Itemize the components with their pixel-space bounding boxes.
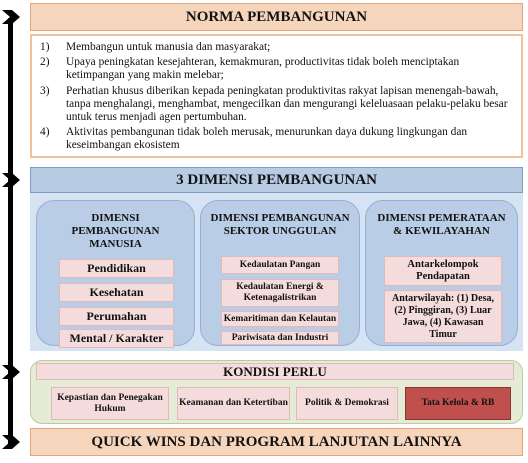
three-dimensions-header: 3 DIMENSI PEMBANGUNAN — [30, 167, 523, 193]
norma-number: 4) — [40, 126, 50, 139]
norma-number: 3) — [40, 84, 50, 97]
dimension-item: Perumahan — [59, 307, 174, 326]
norma-number: 1) — [40, 41, 50, 53]
dimensions-area — [30, 193, 523, 351]
norma-number: 2) — [40, 56, 50, 69]
dimension-item: Antarkelompok Pendapatan — [384, 256, 502, 286]
dimension-item: Pendidikan — [59, 259, 174, 278]
norma-text: Membangun untuk manusia dan masyarakat; — [66, 41, 271, 53]
chevron-right-icon — [2, 10, 26, 24]
dimension-card-pemerataan — [365, 200, 518, 346]
dimension-card-manusia — [36, 200, 195, 346]
kondisi-item-highlight: Tata Kelola & RB — [405, 387, 511, 420]
flow-spine — [8, 18, 13, 444]
dimension-item: Kedaulatan Pangan — [221, 256, 339, 274]
norma-item — [40, 56, 513, 82]
norma-item — [40, 85, 513, 125]
dimension-item: Kedaulatan Energi & Ketenagalistrikan — [221, 279, 339, 307]
dimension-card-sektor-unggulan — [200, 200, 360, 346]
norma-item — [40, 41, 513, 54]
chevron-right-icon — [2, 173, 26, 187]
norma-text: Upaya peningkatan kesejahteran, kemakmuran, productivitas tidak boleh menciptakan ketimpangan yang makin melebar; — [66, 56, 460, 82]
dimension-item: Mental / Karakter — [59, 329, 174, 348]
kondisi-item: Politik & Demokrasi — [296, 387, 398, 420]
norma-header: NORMA PEMBANGUNAN — [30, 3, 523, 31]
dimension-title: DIMENSI PEMBANGUNAN MANUSIA — [71, 212, 160, 250]
quick-wins-header: QUICK WINS DAN PROGRAM LANJUTAN LAINNYA — [30, 428, 523, 456]
dimension-title: DIMENSI PEMERATAAN & KEWILAYAHAN — [377, 212, 506, 237]
kondisi-title: KONDISI PERLU — [36, 363, 514, 380]
dimension-item: Pariwisata dan Industri — [221, 331, 339, 345]
chevron-right-icon — [2, 435, 26, 449]
norma-text: Aktivitas pembangunan tidak boleh merusak, menurunkan daya dukung lingkungan dan keseimbangan ekosistem — [66, 126, 468, 152]
norma-item — [40, 126, 513, 152]
dimension-item: Kemaritiman dan Kelautan — [221, 311, 339, 327]
dimension-item: Kesehatan — [59, 283, 174, 302]
dimension-item: Antarwilayah: (1) Desa, (2) Pinggiran, (3) Luar Jawa, (4) Kawasan Timur — [384, 290, 502, 343]
chevron-right-icon — [2, 365, 26, 379]
norma-text: Perhatian khusus diberikan kepada peningkatan produktivitas rakyat lapisan menengah-bawah, tanpa menghalangi, menghambat, mengecilkan dan mengurangi keleluasaan pelaku-pelaku besar untuk terus menjadi agen pertumbuhan. — [66, 84, 508, 124]
dimension-title: DIMENSI PEMBANGUNAN SEKTOR UNGGULAN — [210, 212, 350, 237]
norma-list — [30, 34, 523, 158]
kondisi-item: Keamanan dan Ketertiban — [177, 387, 290, 420]
kondisi-item: Kepastian dan Penegakan Hukum — [51, 387, 169, 420]
